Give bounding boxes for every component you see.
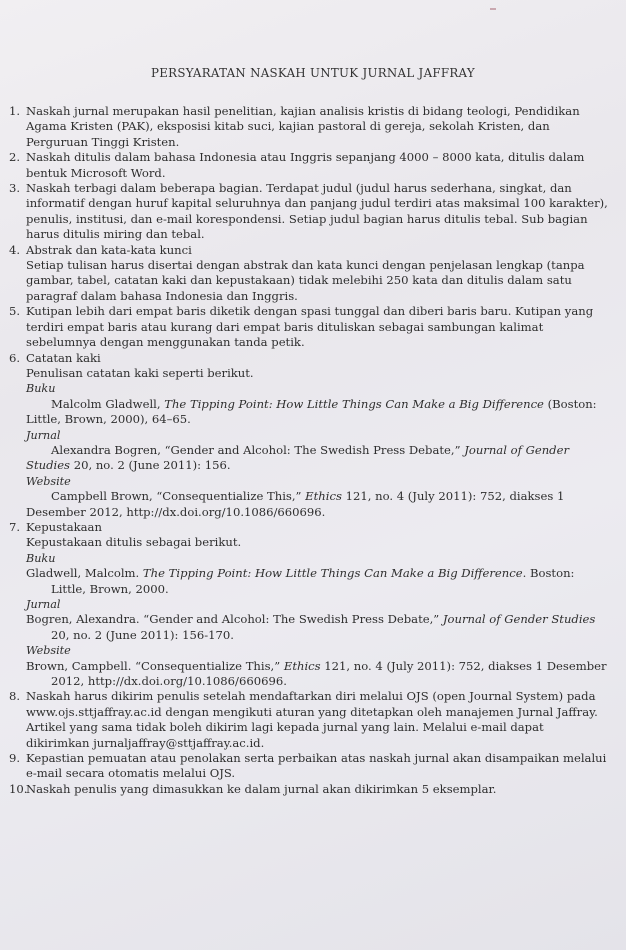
entry-text: Brown, Campbell. “Consequentialize This,” — [26, 658, 284, 673]
item-text: Kutipan lebih dari empat baris diketik dengan spasi tunggal dan diberi baris baru. Kutipan yang terdiri empat baris atau kurang dari empat baris dituliskan sebagai sambungan kalimat sebelumnya dengan menggunakan tanda petik. — [26, 304, 594, 350]
requirements-list-container — [9, 104, 609, 797]
item-number: 7. — [9, 519, 21, 534]
item-number: 2. — [9, 150, 21, 165]
entry-text: Campbell Brown, “Consequentialize This,” — [51, 489, 306, 504]
item-number: 6. — [9, 350, 21, 365]
entry-text: 20, no. 2 (June 2011): 156. — [70, 458, 231, 473]
item-text: Naskah harus dikirim penulis setelah mendaftarkan diri melalui OJS (open Journal System) pada www.ojs.sttjaffray.ac.id dengan mengikuti aturan yang ditetapkan oleh manajemen Jurnal Jaffray. Artikel yang sama tidak boleh dikirim lagi kepada jurnal yang lain. Melalui e-mail dapat dikirimkan jurnaljaffray@sttjaffray.ac.id. — [26, 689, 598, 750]
item-text: Naskah penulis yang dimasukkan ke dalam jurnal akan dikirimkan 5 eksemplar. — [26, 781, 497, 796]
page-title: PERSYARATAN NASKAH UNTUK JURNAL JAFFRAY — [151, 66, 475, 80]
entry-text: Gladwell, Malcolm. — [26, 566, 143, 581]
item-number: 3. — [9, 181, 21, 196]
entry-text: Alexandra Bogren, “Gender and Alcohol: The Swedish Press Debate,” — [51, 442, 465, 457]
footnote-book-entry — [26, 397, 609, 428]
footnote-website-entry — [26, 489, 609, 520]
requirements-list — [9, 104, 609, 797]
item-heading: Kepustakaan — [26, 519, 102, 534]
entry-title: The Tipping Point: How Little Things Can Make a Big Difference — [164, 396, 544, 411]
entry-title: Ethics — [283, 658, 321, 673]
item-intro: Kepustakaan ditulis sebagai berikut. — [26, 535, 242, 550]
list-item-5 — [9, 304, 609, 350]
footnote-journal-label: Jurnal — [26, 428, 61, 442]
entry-text: 20, no. 2 (June 2011): 156-170. — [51, 627, 234, 642]
bibliography-website-entry — [26, 659, 609, 690]
bibliography-website-label: Website — [26, 644, 71, 658]
entry-text: 121, no. 4 (July 2011): 752, diakses 1 Desember 2012, http://dx.doi.org/10.1086/660696. — [26, 489, 565, 519]
footnote-book-label: Buku — [26, 382, 56, 396]
entry-text: (Boston: Little, Brown, 2000), 64–65. — [26, 396, 597, 427]
bibliography-book-label: Buku — [26, 551, 56, 565]
list-item-2 — [9, 150, 609, 181]
item-text: Setiap tulisan harus disertai dengan abstrak dan kata kunci dengan penjelasan lengkap (tanpa gambar, tabel, catatan kaki dan kepustakaan) tidak melebihi 250 kata dan ditulis dalam satu paragraf dalam bahasa Indonesia dan Inggris. — [26, 258, 585, 303]
item-text: Kepastian pemuatan atau penolakan serta perbaikan atas naskah jurnal akan disampaikan melalui e-mail secara otomatis melalui OJS. — [26, 751, 607, 781]
list-item-6 — [9, 351, 609, 520]
list-item-10 — [9, 782, 609, 797]
item-number: 9. — [9, 751, 21, 766]
item-intro: Penulisan catatan kaki seperti berikut. — [26, 365, 254, 380]
entry-text: 121, no. 4 (July 2011): 752, diakses 1 Desember 2012, http://dx.doi.org/10.1086/660696. — [51, 658, 607, 689]
bibliography-journal-label: Jurnal — [26, 598, 61, 611]
list-item-3 — [9, 181, 609, 243]
item-text: Naskah jurnal merupakan hasil penelitian, kajian analisis kristis di bidang teologi, Pendidikan Agama Kristen (PAK), eksposisi kitab suci, kajian pastoral di gereja, sekolah Kristen, dan Perguruan Tinggi Kristen. — [26, 104, 580, 149]
entry-title: Ethics — [305, 489, 342, 504]
entry-title: The Tipping Point: How Little Things Can Make a Big Difference — [142, 566, 523, 581]
entry-text: Malcolm Gladwell, — [51, 396, 165, 411]
item-number: 1. — [9, 104, 21, 118]
bibliography-book-entry — [26, 566, 609, 597]
entry-title: Journal of Gender Studies — [26, 442, 569, 473]
item-text: Naskah terbagi dalam beberapa bagian. Terdapat judul (judul harus sederhana, singkat, dan informatif dengan huruf kapital seluruhnya dan panjang judul terdiri atas maksimal 100 karakter), penulis, institusi, dan e-mail korespondensi. Setiap judul bagian harus ditulis tebal. Sub bagian harus ditulis miring dan tebal. — [26, 181, 608, 242]
list-item-8 — [9, 689, 609, 751]
item-number: 8. — [9, 689, 21, 704]
scan-mark — [490, 8, 496, 10]
item-number: 5. — [9, 304, 21, 319]
item-text: Naskah ditulis dalam bahasa Indonesia atau Inggris sepanjang 4000 – 8000 kata, ditulis dalam bentuk Microsoft Word. — [26, 150, 585, 180]
bibliography-journal-entry — [26, 612, 609, 643]
list-item-4 — [9, 243, 609, 305]
list-item-9 — [9, 751, 609, 782]
footnote-website-label: Website — [26, 474, 71, 488]
item-heading: Catatan kaki — [26, 350, 101, 365]
item-heading: Abstrak dan kata-kata kunci — [26, 242, 192, 257]
item-number: 10. — [9, 781, 28, 796]
entry-text: Bogren, Alexandra. “Gender and Alcohol: The Swedish Press Debate,” — [26, 612, 443, 627]
list-item-1 — [9, 104, 609, 150]
footnote-journal-entry — [26, 443, 609, 474]
entry-text: . Boston: Little, Brown, 2000. — [51, 566, 575, 596]
list-item-7 — [9, 520, 609, 689]
item-number: 4. — [9, 242, 21, 257]
entry-title: Journal of Gender Studies — [442, 612, 596, 627]
